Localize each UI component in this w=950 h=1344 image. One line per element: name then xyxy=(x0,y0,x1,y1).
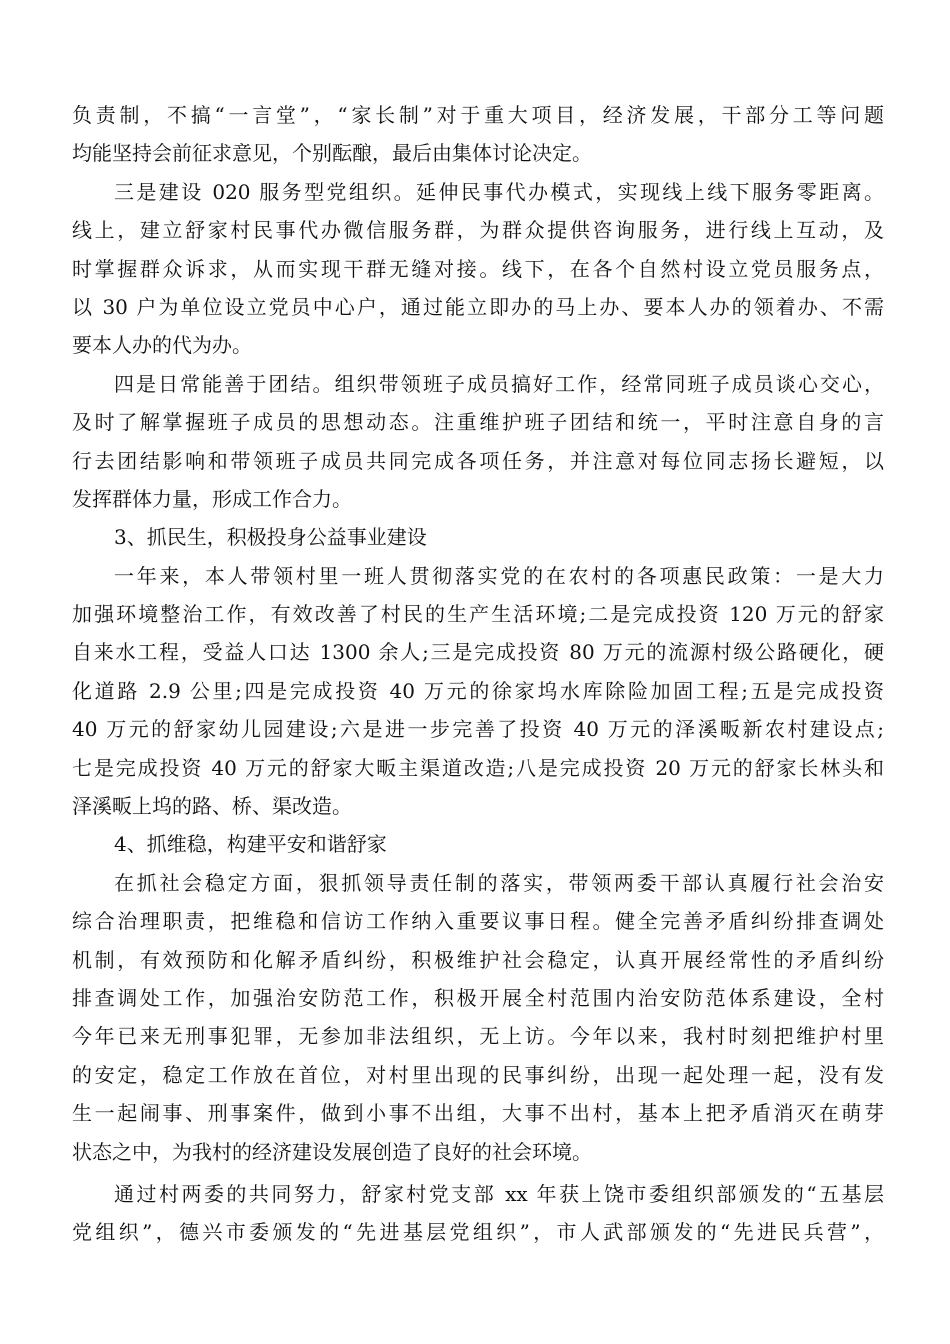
text-line: 时掌握群众诉求，从而实现干群无缝对接。线下，在各个自然村设立党员服务点， xyxy=(72,256,884,281)
text-line: 3、抓民生，积极投身公益事业建设 xyxy=(114,525,427,550)
text-line: 化道路 2.9 公里;四是完成投资 40 万元的徐家坞水库除险加固工程;五是完成投资 xyxy=(72,678,884,703)
text-line: 要本人办的代为办。 xyxy=(72,333,252,358)
paragraph xyxy=(72,864,884,1171)
paragraph xyxy=(72,173,884,365)
text-line: 线上，建立舒家村民事代办微信服务群，为群众提供咨询服务，进行线上互动，及 xyxy=(72,218,884,243)
text-line: 排查调处工作，加强治安防范工作，积极开展全村范围内治安防范体系建设，全村 xyxy=(72,985,884,1010)
text-line: 一年来，本人带领村里一班人贯彻落实党的在农村的各项惠民政策：一是大力 xyxy=(114,563,884,588)
text-line: 加强环境整治工作，有效改善了村民的生产生活环境;二是完成投资 120 万元的舒家 xyxy=(72,602,884,627)
text-line: 机制，有效预防和化解矛盾纠纷，积极维护社会稳定，认真开展经常性的矛盾纠纷 xyxy=(72,947,884,972)
text-line: 均能坚持会前征求意见，个别酝酿，最后由集体讨论决定。 xyxy=(72,141,592,166)
text-line: 行去团结影响和带领班子成员共同完成各项任务，并注意对每位同志扬长避短，以 xyxy=(72,448,884,473)
text-line: 在抓社会稳定方面，狠抓领导责任制的落实，带领两委干部认真履行社会治安 xyxy=(114,870,884,895)
text-line: 状态之中，为我村的经济建设发展创造了良好的社会环境。 xyxy=(72,1139,592,1164)
paragraph xyxy=(72,96,884,173)
paragraph xyxy=(72,557,884,826)
text-line: 及时了解掌握班子成员的思想动态。注重维护班子团结和统一，平时注意自身的言 xyxy=(72,410,884,435)
text-line: 的安定，稳定工作放在首位，对村里出现的民事纠纷，出现一起处理一起，没有发 xyxy=(72,1062,884,1087)
document-page xyxy=(72,96,884,1252)
text-line: 今年已来无刑事犯罪，无参加非法组织，无上访。今年以来，我村时刻把维护村里 xyxy=(72,1024,884,1049)
text-line: 综合治理职责，把维稳和信访工作纳入重要议事日程。健全完善矛盾纠纷排查调处 xyxy=(72,909,884,934)
text-line: 四是日常能善于团结。组织带领班子成员搞好工作，经常同班子成员谈心交心， xyxy=(114,371,884,396)
text-line: 生一起闹事、刑事案件，做到小事不出组，大事不出村，基本上把矛盾消灭在萌芽 xyxy=(72,1101,884,1126)
text-line: 负责制，不搞“一言堂”，“家长制”对于重大项目，经济发展，干部分工等问题 xyxy=(72,103,884,127)
section-heading xyxy=(72,825,884,863)
text-line: 通过村两委的共同努力，舒家村党支部 xx 年获上饶市委组织部颁发的“五基层 xyxy=(114,1181,884,1206)
text-line: 泽溪畈上坞的路、桥、渠改造。 xyxy=(72,794,352,819)
text-line: 自来水工程，受益人口达 1300 余人;三是完成投资 80 万元的流源村级公路硬化，硬 xyxy=(72,640,884,665)
section-heading xyxy=(72,518,884,556)
text-line: 以 30 户为单位设立党员中心户，通过能立即办的马上办、要本人办的领着办、不需 xyxy=(72,294,884,319)
text-line: 七是完成投资 40 万元的舒家大畈主渠道改造;八是完成投资 20 万元的舒家长林头和 xyxy=(72,755,884,780)
text-line: 发挥群体力量，形成工作合力。 xyxy=(72,486,352,511)
paragraph xyxy=(72,365,884,519)
text-line: 党组织”，德兴市委颁发的“先进基层党组织”，市人武部颁发的“先进民兵营”， xyxy=(72,1220,884,1245)
text-line: 4、抓维稳，构建平安和谐舒家 xyxy=(114,832,387,857)
text-line: 40 万元的舒家幼儿园建设;六是进一步完善了投资 40 万元的泽溪畈新农村建设点; xyxy=(72,717,884,742)
paragraph xyxy=(72,1175,884,1252)
text-line: 三是建设 020 服务型党组织。延伸民事代办模式，实现线上线下服务零距离。 xyxy=(114,179,884,204)
